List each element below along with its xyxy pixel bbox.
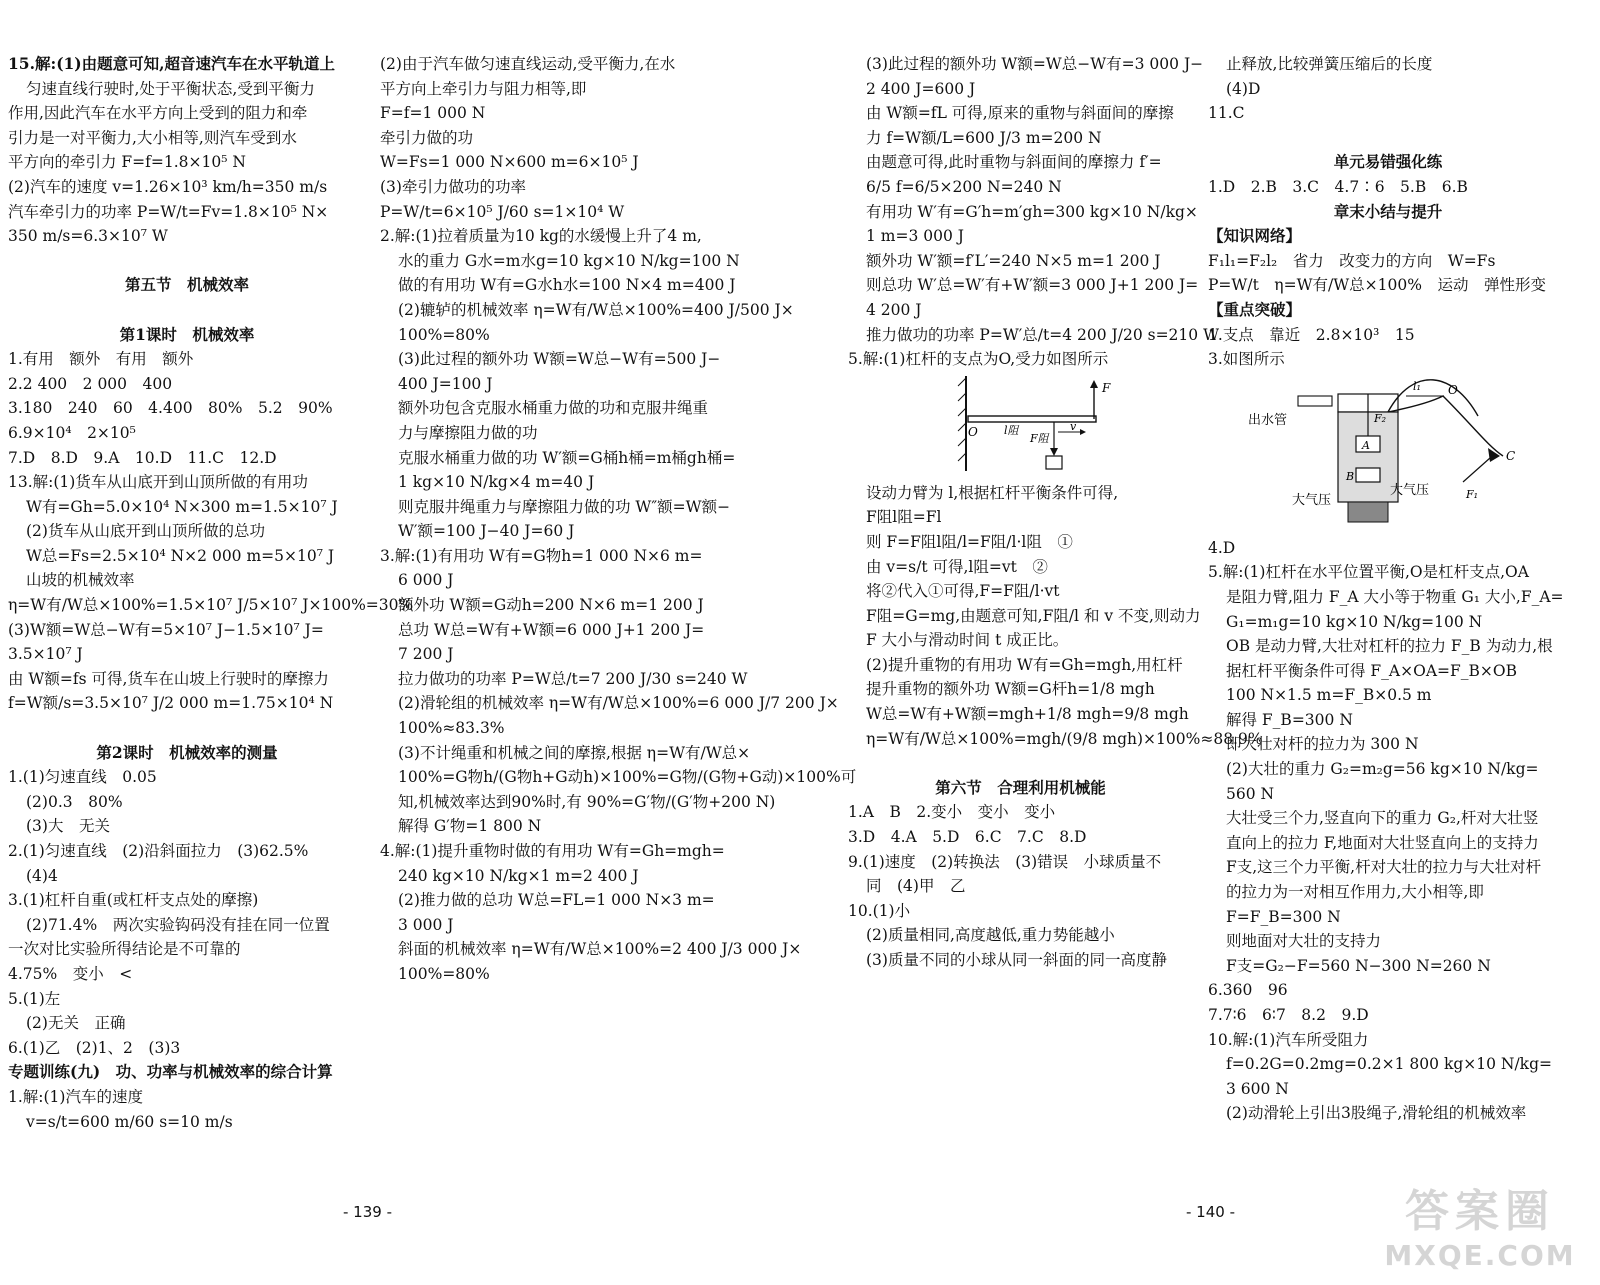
text-line: 7 200 J [398,645,454,664]
text-line: (4)4 [26,866,58,885]
text-line [8,249,366,274]
text-line: 牵引力做的功 [380,128,474,147]
text-line: f=W额/s=3.5×10⁷ J/2 000 m=1.75×10⁴ N [8,694,334,713]
text-line: (3)牵引力做功的功率 [380,177,526,196]
text-line: 额外功 W′额=f′L′=240 N×5 m=1 200 J [866,251,1161,270]
text-line: 有用功 W′有=G′h=m′gh=300 kg×10 N/kg× [866,202,1198,221]
page-139-column-2 [380,52,857,987]
text-line: 3 600 N [1226,1079,1289,1098]
text-line: 11.C [1208,104,1245,123]
text-line: 将②代入①可得,F=F阻/l·vt [866,582,1060,601]
text-line: (2)动滑轮上引出3股绳子,滑轮组的机械效率 [1226,1104,1527,1123]
page-number: - 139 - [343,1203,392,1221]
text-line: (2)71.4% 两次实验钩码没有挂在同一位置 [26,915,330,934]
text-line: 1.解:(1)汽车的速度 [8,1087,143,1106]
pump-label-air-pressure-left: 大气压 [1292,492,1332,508]
text-line: 斜面的机械效率 η=W有/W总×100%=2 400 J/3 000 J× [398,940,802,959]
text-line: 1 kg×10 N/kg×4 m=40 J [398,473,595,492]
text-line [8,716,366,741]
text-line: W有=Gh=5.0×10⁴ N×300 m=1.5×10⁷ J [26,497,338,516]
text-line: (2)提升重物的有用功 W有=Gh=mgh,用杠杆 [866,655,1183,674]
text-line: 1.有用 额外 有用 额外 [8,350,194,369]
text-line: 第1课时 机械效率 [119,324,255,344]
watermark-bottom: MXQE.COM [1384,1239,1576,1272]
text-line: W总=Fs=2.5×10⁴ N×2 000 m=5×10⁷ J [26,546,335,565]
text-line: (2)大壮的重力 G₂=m₂g=56 kg×10 N/kg= [1226,760,1539,779]
text-line: 【知识网络】 [1208,226,1302,246]
text-line: 3.解:(1)有用功 W有=G物h=1 000 N×6 m= [380,546,703,565]
text-line: 即大壮对杆的拉力为 300 N [1226,735,1419,754]
text-line: 总功 W总=W有+W额=6 000 J+1 200 J= [398,620,705,639]
text-line: F 大小与滑动时间 t 成正比。 [866,631,1069,650]
text-line: W=Fs=1 000 N×600 m=6×10⁵ J [380,153,639,172]
text-line: 1.支点 靠近 2.8×10³ 15 [1208,325,1415,344]
text-line: 2.解:(1)拉着质量为10 kg的水缓慢上升了4 m, [380,227,702,246]
pump-label-F1: F₁ [1466,487,1479,501]
text-line: 解得 G′物=1 800 N [398,817,542,836]
text-line: G₁=m₁g=10 kg×10 N/kg=100 N [1226,612,1483,631]
lever-force-diagram [958,376,1158,471]
text-line: 额外功 W额=G动h=200 N×6 m=1 200 J [398,596,704,615]
lever-label-F-resist: F阻 [1030,431,1049,445]
text-line: 2.(1)匀速直线 (2)沿斜面拉力 (3)62.5% [8,842,309,860]
page-number: - 140 - [1186,1203,1235,1221]
lever-label-v: v [1070,419,1077,433]
text-line: (2)汽车的速度 v=1.26×10³ km/h=350 m/s [8,177,328,196]
text-line: 由 v=s/t 可得,l阻=vt ② [866,557,1048,576]
text-line: 山坡的机械效率 [26,571,135,590]
lever-label-F: F [1102,380,1111,395]
pump-label-A: A [1362,438,1370,452]
text-line: 3.如图所示 [1208,350,1285,369]
text-line: 止释放,比较弹簧压缩后的长度 [1226,55,1433,73]
text-line: 单元易错强化练 [1333,152,1443,172]
water-pump-lever-diagram [1238,376,1538,526]
text-line: 专题训练(九) 功、功率与机械效率的综合计算 [8,1062,333,1082]
text-line: 额外功包含克服水桶重力做的功和克服井绳重 [398,399,709,418]
text-line: 推力做功的功率 P=W′总/t=4 200 J/20 s=210 W [866,325,1220,344]
text-line: (3)大 无关 [26,817,110,836]
watermark-logo [1380,1175,1580,1275]
text-line: 7.D 8.D 9.A 10.D 11.C 12.D [8,448,277,467]
text-line: 由题意可得,此时重物与斜面间的摩擦力 f′= [866,153,1162,172]
text-line: 一次对比实验所得结论是不可靠的 [8,940,241,959]
text-line: 6.9×10⁴ 2×10⁵ [8,423,136,442]
text-line: 6/5 f=6/5×200 N=240 N [866,177,1062,196]
text-line: 13.解:(1)货车从山底开到山顶所做的有用功 [8,473,308,492]
text-line [1208,126,1568,151]
text-line: (3)W额=W总−W有=5×10⁷ J−1.5×10⁷ J= [8,620,324,639]
text-line: (2)滑轮组的机械效率 η=W有/W总×100%=6 000 J/7 200 J× [398,694,839,713]
text-line: 作用,因此汽车在水平方向上受到的阻力和牵 [8,104,308,123]
pump-label-B: B [1346,469,1355,483]
text-line: 第2课时 机械效率的测量 [96,742,278,762]
text-line: 做的有用功 W有=G水h水=100 N×4 m=400 J [398,276,736,295]
text-line [8,298,366,323]
text-line: 第五节 机械效率 [124,275,249,295]
pump-label-C: C [1506,448,1516,463]
text-line: 平方向上牵引力与阻力相等,即 [380,79,587,98]
text-line: OB 是动力臂,大壮对杠杆的拉力 F_B 为动力,根 [1226,637,1553,656]
text-line: 拉力做功的功率 P=W总/t=7 200 J/30 s=240 W [398,669,748,688]
text-line: 解得 F_B=300 N [1226,710,1353,729]
text-line: 克服水桶重力做的功 W′额=G桶h桶=m桶gh桶= [398,448,736,467]
text-line: 3.180 240 60 4.400 80% 5.2 90% [8,399,333,418]
text-line: W′额=100 J−40 J=60 J [398,522,575,541]
text-line: W总=W有+W额=mgh+1/8 mgh=9/8 mgh [866,705,1189,724]
text-line: (3)此过程的额外功 W额=W总−W有=500 J− [398,350,721,369]
text-line: (2)推力做的总功 W总=FL=1 000 N×3 m= [398,891,715,910]
text-line: 10.(1)小 [848,901,911,920]
text-line: (2)无关 正确 [26,1014,126,1033]
text-line: 提升重物的额外功 W额=G杆h=1/8 mgh [866,680,1155,699]
text-line: v=s/t=600 m/60 s=10 m/s [26,1112,233,1131]
text-line: 6 000 J [398,571,454,590]
watermark-top: 答案圈 [1405,1186,1555,1237]
text-line: (2)质量相同,高度越低,重力势能越小 [866,926,1115,945]
text-line: 由 W额=fL 可得,原来的重物与斜面间的摩擦 [866,104,1174,123]
text-line: 3.(1)杠杆自重(或杠杆支点处的摩擦) [8,891,259,910]
pump-label-l1: l₁ [1413,379,1421,393]
text-line: 4 200 J [866,300,922,319]
text-line: 【重点突破】 [1208,299,1302,319]
text-line: 4.75% 变小 < [8,964,133,983]
text-line: F₁l₁=F₂l₂ 省力 改变力的方向 W=Fs [1208,251,1496,270]
text-line: 6.(1)乙 (2)1、2 (3)3 [8,1038,181,1057]
text-line: 5.解:(1)杠杆的支点为O,受力如图所示 [848,350,1109,369]
text-line: f=0.2G=0.2mg=0.2×1 800 kg×10 N/kg= [1226,1055,1552,1074]
text-line: 引力是一对平衡力,大小相等,则汽车受到水 [8,128,297,147]
text-line [848,751,1193,776]
text-line: 15.解:(1)由题意可知,超音速汽车在水平轨道上 [8,54,336,73]
text-line: 则地面对大壮的支持力 [1226,932,1382,951]
text-line: 则克服井绳重力与摩擦阻力做的功 W″额=W额− [398,497,731,516]
text-line: η=W有/W总×100%=1.5×10⁷ J/5×10⁷ J×100%=30% [8,596,414,615]
text-line: 4.解:(1)提升重物时做的有用功 W有=Gh=mgh= [380,842,725,860]
text-line: 章末小结与提升 [1333,201,1443,221]
text-line: 100%=G物h/(G物h+G动h)×100%=G物/(G物+G动)×100%可 [398,768,857,787]
text-line: 同 (4)甲 乙 [866,877,966,896]
text-line: F支=G₂−F=560 N−300 N=260 N [1226,956,1491,975]
text-line: 10.解:(1)汽车所受阻力 [1208,1030,1369,1049]
pump-label-F2: F₂ [1374,411,1387,425]
text-line: 力 f=W额/L=600 J/3 m=200 N [866,128,1102,147]
lever-label-l-resist: l阻 [1004,423,1019,437]
text-line: 1.A B 2.变小 变小 变小 [848,803,1056,822]
text-line: (3)不计绳重和机械之间的摩擦,根据 η=W有/W总× [398,743,751,762]
text-line: 大壮受三个力,竖直向下的重力 G₂,杆对大壮竖 [1226,809,1539,828]
text-line: 的拉力为一对相互作用力,大小相等,即 [1226,883,1484,902]
text-line: 直向上的拉力 F,地面对大壮竖直向上的支持力 [1226,833,1539,852]
text-line: 100%≈83.3% [398,719,505,738]
text-line: (3)质量不同的小球从同一斜面的同一高度静 [866,951,1167,969]
text-line: 6.360 96 [1208,981,1288,1000]
text-line: 3.D 4.A 5.D 6.C 7.C 8.D [848,828,1087,847]
text-line: F支,这三个力平衡,杆对大壮的拉力与大壮对杆 [1226,858,1542,877]
page-139-column-1 [8,52,414,1134]
text-line: 2.2 400 2 000 400 [8,374,173,393]
text-line: 560 N [1226,784,1275,803]
text-line: 据杠杆平衡条件可得 F_A×OA=F_B×OB [1226,661,1517,680]
text-line: (2)0.3 80% [26,792,123,811]
pump-label-air-pressure-right: 大气压 [1390,482,1430,498]
text-line: 第六节 合理利用机械能 [935,777,1106,797]
page-140 [800,0,1600,1285]
text-line: P=W/t=6×10⁵ J/60 s=1×10⁴ W [380,202,625,221]
text-line: (3)此过程的额外功 W额=W总−W有=3 000 J− [866,55,1204,73]
text-line: 240 kg×10 N/kg×1 m=2 400 J [398,866,639,885]
text-line: 平方向的牵引力 F=f=1.8×10⁵ N [8,153,246,172]
text-line: 5.解:(1)杠杆在水平位置平衡,O是杠杆支点,OA [1208,563,1529,582]
text-line: 汽车牵引力的功率 P=W/t=Fv=1.8×10⁵ N× [8,202,329,221]
text-line: (2)货车从山底开到山顶所做的总功 [26,522,265,541]
text-line: F阻l阻=Fl [866,508,942,527]
text-line: 4.D [1208,538,1236,557]
text-line: 3.5×10⁷ J [8,645,83,664]
text-line: 2 400 J=600 J [866,79,976,98]
pump-label-O: O [1448,382,1458,397]
text-line: 由 W额=fs 可得,货车在山坡上行驶时的摩擦力 [8,669,329,688]
text-line: 则 F=F阻l阻/l=F阻/l·l阻 ① [866,532,1073,551]
text-line: 1 m=3 000 J [866,227,964,246]
text-line: 则总功 W′总=W′有+W′额=3 000 J+1 200 J= [866,276,1199,295]
text-line: 100%=80% [398,325,490,344]
text-line: 力与摩擦阻力做的功 [398,423,538,442]
text-line: 100 N×1.5 m=F_B×0.5 m [1226,686,1432,705]
text-line: 是阻力臂,阻力 F_A 大小等于物重 G₁ 大小,F_A= [1226,587,1564,606]
text-line: 100%=80% [398,964,490,983]
page-140-column-2 [1208,52,1568,1126]
text-line: 1.D 2.B 3.C 4.7∶6 5.B 6.B [1208,177,1468,196]
text-line: P=W/t η=W有/W总×100% 运动 弹性形变 [1208,276,1546,295]
text-line: (2)由于汽车做匀速直线运动,受平衡力,在水 [380,55,676,73]
text-line: (4)D [1226,79,1261,98]
text-line: 知,机械效率达到90%时,有 90%=G′物/(G′物+200 N) [398,792,776,811]
pump-label-outlet: 出水管 [1248,412,1288,428]
text-line: 400 J=100 J [398,374,493,393]
text-line: 7.7∶6 6∶7 8.2 9.D [1208,1006,1369,1024]
text-line: 9.(1)速度 (2)转换法 (3)错误 小球质量不 [848,852,1162,871]
text-line: η=W有/W总×100%=mgh/(9/8 mgh)×100%≈88.9% [866,729,1263,748]
text-line: F=f=1 000 N [380,104,486,123]
lever-label-O: O [968,424,978,439]
text-line: 3 000 J [398,915,454,934]
text-line: 1.(1)匀速直线 0.05 [8,768,157,787]
text-line: F阻=G=mg,由题意可知,F阻/l 和 v 不变,则动力 [866,606,1201,625]
text-line: 水的重力 G水=m水g=10 kg×10 N/kg=100 N [398,251,740,270]
text-line: (2)辘轳的机械效率 η=W有/W总×100%=400 J/500 J× [398,300,794,319]
text-line: F=F_B=300 N [1226,907,1341,926]
text-line: 5.(1)左 [8,989,61,1008]
text-line: 350 m/s=6.3×10⁷ W [8,227,168,246]
text-line: 设动力臂为 l,根据杠杆平衡条件可得, [866,483,1119,502]
text-line: 匀速直线行驶时,处于平衡状态,受到平衡力 [26,79,315,98]
